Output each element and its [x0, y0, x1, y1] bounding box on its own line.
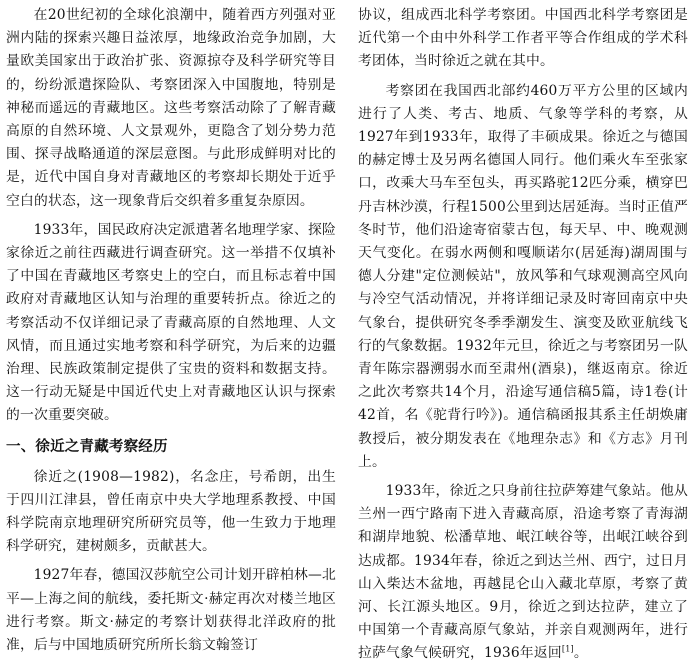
end-punctuation: 。	[573, 645, 588, 662]
paragraph-1933-decision: 1933年，国民政府决定派遣著名地理学家、探险家徐近之前往西藏进行调查研究。这一举措不仅填补了中国在青藏地区考察史上的空白，而且标志着中国政府对青藏地区认知与治理的重要转折点。徐近之的考察活动不仅详细记录了青藏高原的自然地理、人文风情，而且通过实地考察和科学研究，为后来的边疆治理、民族政策制定提供了宝贵的资料和数据支持。这一行动无疑是中国近代史上对青藏地区认识与探索的一次重要突破。	[6, 221, 336, 424]
paragraph-expedition-details: 考察团在我国西北部约460万平方公里的区域内进行了人类、考古、地质、气象等学科的考察，从1927年到1933年，取得了丰硕成果。徐近之与德国的赫定博士及另两名德国人同行。他们乘火车至张家口，改乘大马车至包头，再买路驼12匹分乘，横穿巴丹吉林沙漠，行程1500公里到达居延海。当时正值严冬时节，他们沿途寄宿蒙古包，每天早、中、晚观测天气变化。在弱水两侧和嘎顺诺尔(居延海)湖周围与德人分建"定位测候站"，放风筝和气球观测高空风向与冷空气活动情况，并将详细记录及时寄回南京中央气象台，提供研究冬季季潮发生、演变及欧亚航线飞行的气象数据。1932年元旦，徐近之与考察团另一队青年陈宗器溯弱水而至肃州(酒泉)，继返南京。徐近之此次考察共14个月，沿途写通信稿5篇，诗1卷(计42首，名《驼背行吟》)。通信稿函报其系主任胡焕庸教授后，被分期发表在《地理杂志》和《方志》月刊上。	[358, 82, 688, 470]
left-column	[6, 4, 336, 663]
footnote-ref[interactable]: [1]	[561, 644, 574, 654]
paragraph-1927-expedition: 1927年春，德国汉莎航空公司计划开辟柏林—北平—上海之间的航线，委托斯文·赫定再次对楼兰地区进行考察。斯文·赫定的考察计划获得北洋政府的批准，后与中国地质研究所所长翁文翰签订	[6, 567, 336, 654]
paragraph-lhasa-text: 1933年，徐近之只身前往拉萨筹建气象站。他从兰州一西宁路南下进入青藏高原，沿途考察了青海湖和湖岸地貌、松潘草地、岷江峡谷等，出岷江峡谷到达成都。1934年春，徐近之到达兰州、西宁，过日月山入柴达木盆地，再越昆仑山入藏北草原，考察了黄河、长江源头地区。9月，徐近之到达拉萨，建立了中国第一个青藏高原气象站，并亲自观测两年，进行拉萨气象气候研究，1936年返回	[358, 483, 688, 662]
paragraph-continuation: 协议，组成西北科学考察团。中国西北科学考察团是近代第一个由中外科学工作者平等合作组成的学术科考团体，当时徐近之就在其中。	[358, 7, 688, 70]
right-column	[358, 4, 688, 672]
section-heading: 一、徐近之青藏考察经历	[6, 438, 168, 455]
paragraph-lhasa-station	[358, 480, 688, 666]
paragraph-intro: 在20世纪初的全球化浪潮中，随着西方列强对亚洲内陆的探索兴趣日益浓厚，地缘政治竞争加剧，大量欧美国家出于政治扩张、资源掠夺及科学研究等目的，纷纷派遣探险队、考察团深入中国腹地，特别是神秘而遥远的青藏地区。这些考察活动除了了解青藏高原的自然环境、人文景观外，更隐含了划分势力范围、探寻战略通道的深层意图。与此形成鲜明对比的是，近代中国自身对青藏地区的考察却长期处于近乎空白的状态，这一现象背后交织着多重复杂原因。	[6, 7, 336, 209]
paragraph-biography: 徐近之(1908—1982)，名念庄，号希朗，出生于四川江津县，曾任南京中央大学地理系教授、中国科学院南京地理研究所研究员等，他一生致力于地理科学研究，建树颇多，贡献甚大。	[6, 468, 336, 555]
